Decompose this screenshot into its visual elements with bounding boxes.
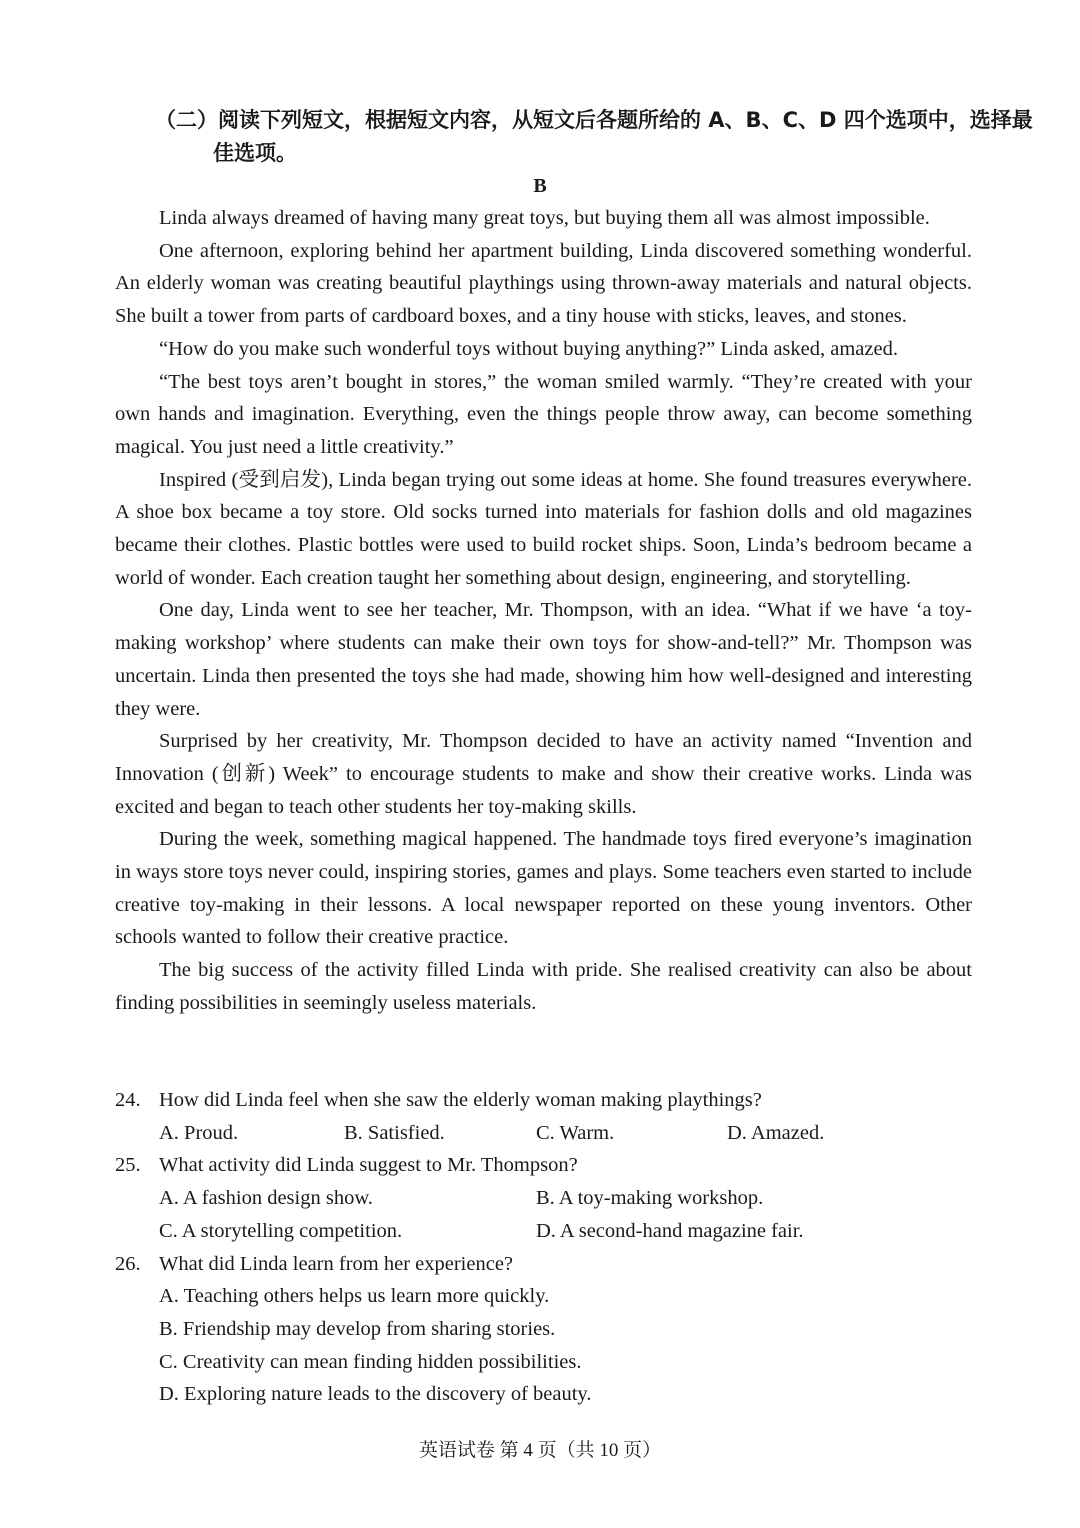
question-list bbox=[115, 1084, 975, 1411]
option-a: A. A fashion design show. bbox=[159, 1187, 373, 1210]
question-number: 24. bbox=[115, 1089, 141, 1111]
page-footer: 英语试卷 第 4 页（共 10 页） bbox=[418, 1440, 662, 1461]
option-c: C. A storytelling competition. bbox=[159, 1219, 403, 1242]
section-heading: （二）阅读下列短文，根据短文内容，从短文后各题所给的 A、B、C、D 四个选项中，选择最佳选项。 bbox=[155, 108, 1033, 165]
option-c: C. Warm. bbox=[536, 1121, 615, 1144]
option-b: B. Friendship may develop from sharing stories. bbox=[159, 1317, 556, 1340]
question-number: 25. bbox=[115, 1154, 141, 1177]
passage-paragraph: “How do you make such wonderful toys without buying anything?” Linda asked, amazed. bbox=[159, 337, 898, 360]
option-c: C. Creativity can mean finding hidden possibilities. bbox=[159, 1350, 582, 1373]
passage-body bbox=[115, 202, 972, 1020]
passage-paragraph: One afternoon, exploring behind her apartment building, Linda discovered something wonderful. An elderly woman was creating beautiful playthings using thrown-away materials and natural objects. She built a tower from parts of cardboard boxes, and a tiny house with sticks, leaves, and stones. bbox=[115, 239, 972, 328]
question-stem: What did Linda learn from her experience? bbox=[159, 1252, 514, 1275]
passage-paragraph: One day, Linda went to see her teacher, Mr. Thompson, with an idea. “What if we have ‘a toy-making workshop’ where students can make their own toys for show-and-tell?” Mr. Thompson was uncertain. Linda then presented the toys she had made, showing him how well-designed and interesting they were. bbox=[115, 599, 972, 720]
option-b: B. Satisfied. bbox=[344, 1121, 445, 1144]
question-stem: What activity did Linda suggest to Mr. Thompson? bbox=[159, 1154, 578, 1177]
passage-paragraph: During the week, something magical happened. The handmade toys fired everyone’s imagination in ways store toys never could, inspiring stories, games and plays. Some teachers even started to include creative toy-making in their lessons. A local newspaper reported on these young inventors. Other schools wanted to follow their creative practice. bbox=[115, 828, 972, 949]
question-24 bbox=[115, 1084, 975, 1149]
question-25 bbox=[115, 1149, 975, 1247]
passage-paragraph: “The best toys aren’t bought in stores,” the woman smiled warmly. “They’re created with your own hands and imagination. Everything, even the things people throw away, can become something magical. You just need a little creativity.” bbox=[115, 370, 972, 458]
passage-paragraph: The big success of the activity filled Linda with pride. She realised creativity can also be about finding possibilities in seemingly useless materials. bbox=[115, 959, 972, 1014]
question-26 bbox=[115, 1248, 975, 1412]
passage-label: B bbox=[533, 175, 547, 197]
passage-paragraph: Linda always dreamed of having many great toys, but buying them all was almost impossible. bbox=[159, 207, 930, 229]
question-stem: How did Linda feel when she saw the elderly woman making playthings? bbox=[159, 1089, 762, 1111]
option-d: D. Amazed. bbox=[727, 1121, 825, 1144]
passage-paragraph: Surprised by her creativity, Mr. Thompson decided to have an activity named “Invention and Innovation (创新) Week” to encourage students to make and show their creative works. Linda was excited and began to teach other students her toy-making skills. bbox=[115, 730, 972, 818]
option-d: D. Exploring nature leads to the discovery of beauty. bbox=[159, 1383, 592, 1406]
option-d: D. A second-hand magazine fair. bbox=[536, 1219, 804, 1242]
passage-paragraph: Inspired (受到启发), Linda began trying out some ideas at home. She found treasures everywhere. A shoe box became a toy store. Old socks turned into materials for fashion dolls and old magazines became their clothes. Plastic bottles were used to build rocket ships. Soon, Linda’s bedroom became a world of wonder. Each creation taught her something about design, engineering, and storytelling. bbox=[115, 468, 972, 589]
option-b: B. A toy-making workshop. bbox=[536, 1187, 764, 1210]
question-number: 26. bbox=[115, 1252, 141, 1275]
option-a: A. Proud. bbox=[159, 1121, 239, 1144]
option-a: A. Teaching others helps us learn more quickly. bbox=[159, 1285, 550, 1308]
